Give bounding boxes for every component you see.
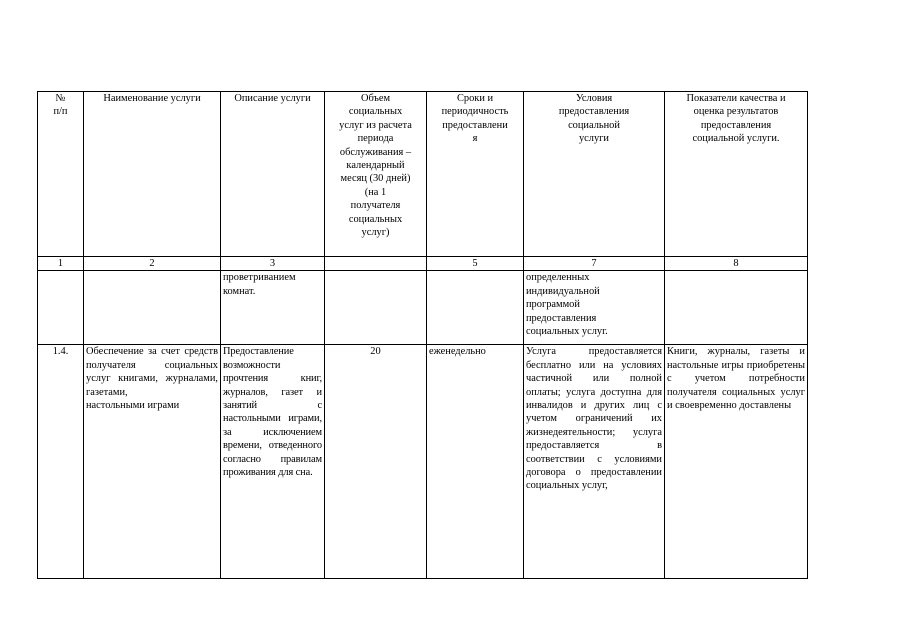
row-service-description: Предоставление возможности прочтения книг, журналов, газет и занятий с настольными играми, за исключением времени, отведенного согласно правилам проживания для сна. bbox=[221, 345, 325, 579]
header-conditions: Условия предоставления социальной услуги bbox=[524, 92, 665, 257]
header-service-volume: Объем социальных услуг из расчета периода обслуживания – календарный месяц (30 дней) (на 1 получателя социальных услуг) bbox=[325, 92, 427, 257]
continuation-number bbox=[38, 271, 84, 345]
row-quality-indicators: Книги, журналы, газеты и настольные игры приобретены с учетом потребности получателя социальных услуг и своевременно доставлены bbox=[665, 345, 808, 579]
row-service-name: Обеспечение за счет средств получателя социальных услуг книгами, журналами, газетами, настольными играми bbox=[84, 345, 221, 579]
header-service-name: Наименование услуги bbox=[84, 92, 221, 257]
header-service-description: Описание услуги bbox=[221, 92, 325, 257]
header-terms-periodicity: Сроки и периодичность предоставлени я bbox=[427, 92, 524, 257]
continuation-quality bbox=[665, 271, 808, 345]
table-row bbox=[38, 345, 808, 579]
row-number: 1.4. bbox=[38, 345, 84, 579]
continuation-volume bbox=[325, 271, 427, 345]
column-number-3: 3 bbox=[221, 257, 325, 271]
header-row bbox=[38, 92, 808, 257]
continuation-row bbox=[38, 271, 808, 345]
row-service-volume: 20 bbox=[325, 345, 427, 579]
column-number-row bbox=[38, 257, 808, 271]
row-service-period: еженедельно bbox=[427, 345, 524, 579]
continuation-name bbox=[84, 271, 221, 345]
column-number-8: 8 bbox=[665, 257, 808, 271]
column-number-4 bbox=[325, 257, 427, 271]
row-service-conditions: Услуга предоставляется бесплатно или на условиях частичной или полной оплаты; услуга доступна для инвалидов и других лиц с учетом ограничений их жизнедеятельности; услуга предоставляется в соответствии с условиями договора о предоставлении социальных услуг, bbox=[524, 345, 665, 579]
column-number-7: 7 bbox=[524, 257, 665, 271]
services-table bbox=[37, 91, 808, 579]
header-quality-indicators: Показатели качества и оценка результатов предоставления социальной услуги. bbox=[665, 92, 808, 257]
continuation-description: проветриванием комнат. bbox=[221, 271, 325, 345]
header-number: № п/п bbox=[38, 92, 84, 257]
column-number-1: 1 bbox=[38, 257, 84, 271]
column-number-2: 2 bbox=[84, 257, 221, 271]
continuation-period bbox=[427, 271, 524, 345]
column-number-5: 5 bbox=[427, 257, 524, 271]
continuation-conditions: определенных индивидуальной программой предоставления социальных услуг. bbox=[524, 271, 665, 345]
